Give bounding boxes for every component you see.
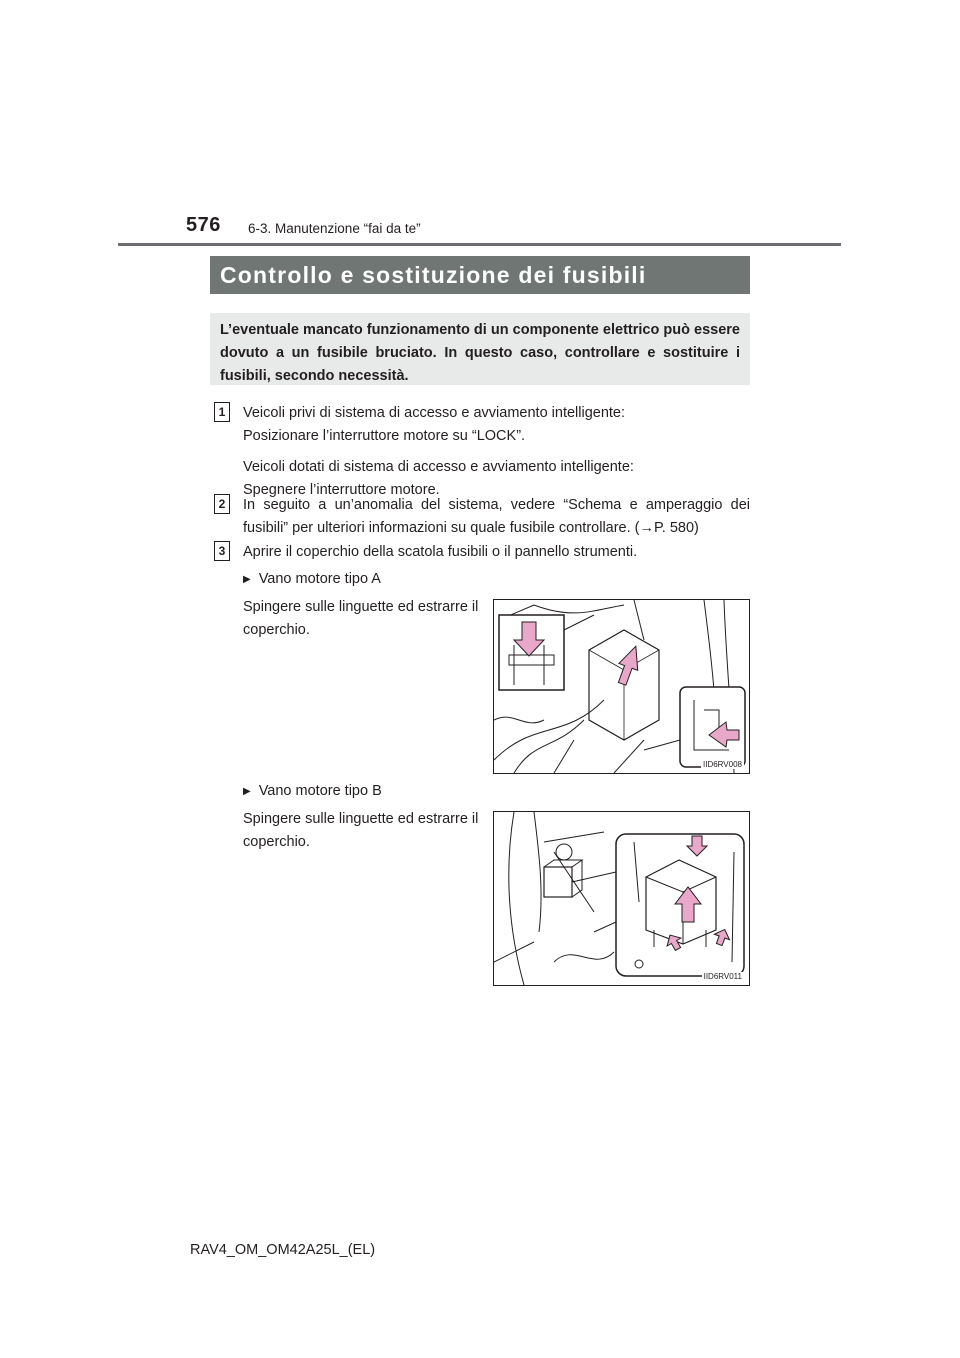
- variant-b-instruction: Spingere sulle linguette ed estrarre il coperchio.: [243, 811, 479, 850]
- engine-bay-type-a-figure: [493, 599, 750, 774]
- figure-id: IID6RV011: [703, 972, 742, 981]
- header-rule: [118, 243, 841, 246]
- variant-b-heading: [243, 780, 382, 803]
- page-number: 576: [186, 214, 221, 236]
- intro-box: L’eventuale mancato funzionamento di un componente elettrico può essere dovuto a un fusibile bruciato. In questo caso, controllare e sostituire i fusibili, secondo necessità.: [210, 313, 750, 385]
- figure-id: IID6RV008: [703, 760, 742, 769]
- step-number-1: 1: [214, 402, 230, 422]
- fuse-box-type-b-illustration: [494, 812, 749, 985]
- variant-a-instruction: Spingere sulle linguette ed estrarre il coperchio.: [243, 599, 479, 638]
- variant-a-heading: [243, 568, 381, 591]
- step-1-text: [243, 402, 753, 502]
- section-reference: 6-3. Manutenzione “fai da te”: [248, 221, 421, 236]
- footer-document-code: RAV4_OM_OM42A25L_(EL): [190, 1242, 376, 1258]
- variant-a-label: Vano motore tipo A: [258, 571, 381, 587]
- step-1-action-a: Posizionare l’interruttore motore su “LOCK”.: [243, 428, 526, 444]
- step-2-text: In seguito a un’anomalia del sistema, vedere “Schema e amperaggio dei fusibili” per ulteriori informazioni su quale fusibile controllare. (→P. 580): [243, 497, 750, 536]
- step-1-action-b: Spegnere l’interruttore motore.: [243, 482, 440, 498]
- triangle-bullet-icon: ▶: [243, 574, 251, 585]
- fuse-box-type-a-illustration: [494, 600, 749, 773]
- triangle-bullet-icon: ▶: [243, 786, 251, 797]
- step-number-3: 3: [214, 541, 230, 561]
- step-1-condition-a: Veicoli privi di sistema di accesso e avviamento intelligente:: [243, 405, 626, 421]
- variant-b-label: Vano motore tipo B: [258, 783, 382, 799]
- step-1-condition-b: Veicoli dotati di sistema di accesso e avviamento intelligente:: [243, 459, 634, 475]
- engine-bay-type-b-figure: [493, 811, 750, 986]
- step-number-2: 2: [214, 494, 230, 514]
- page-title: Controllo e sostituzione dei fusibili: [210, 256, 750, 294]
- step-3-text: Aprire il coperchio della scatola fusibili o il pannello strumenti.: [243, 544, 638, 560]
